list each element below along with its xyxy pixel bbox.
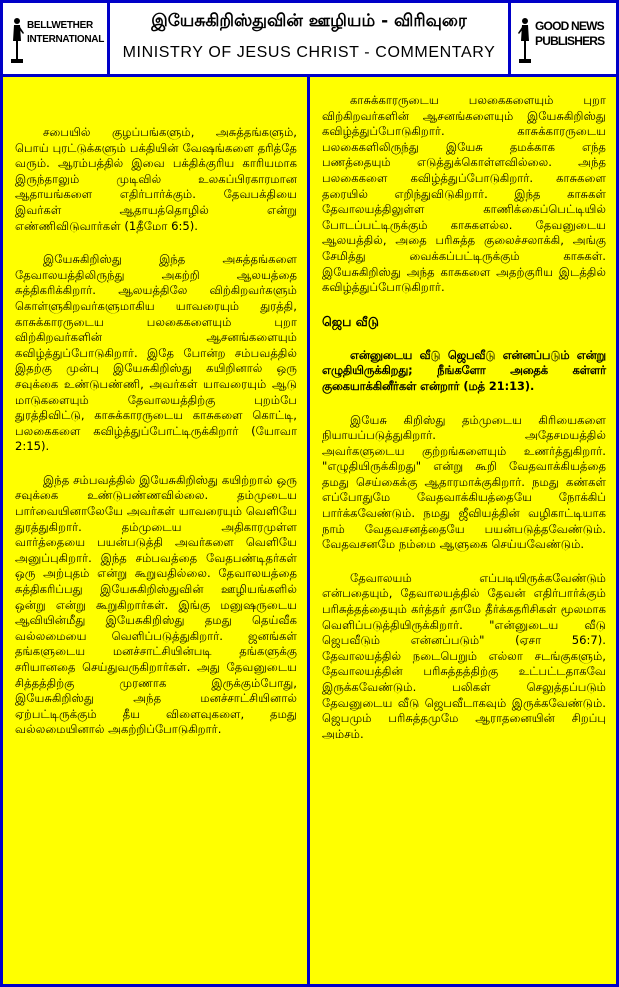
good-news-logo: [517, 11, 611, 67]
left-paragraph-3: இந்த சம்பவத்தில் இயேசுகிறிஸ்து கயிற்றால் ஒரு சவுக்கை உண்டுபண்ணவில்லை. தம்முடைய பார்வையினாலேயே அவர்கள் யாவரையும் வெளியே துரத்துகிறார். தம்முடைய அதிகாரமுள்ள வார்த்தையை பயன்படுத்தி அவர்களை வெளியே அனுப்புகிறார். இந்த சம்பவத்தை வேதபண்டிதர்கள் ஒரு அற்புதம் என்று கூறுவதில்லை. தேவாலயத்தை சுத்திகரிப்பது இயேசுகிறிஸ்துவின் ஊழியங்களில் ஒன்று என்று கூறுகிறார்கள். இங்கு மனுஷருடைய ஆவியின்மீது இயேசுகிறிஸ்து தமது தெய்வீக வல்லமையை வெளிப்படுத்துகிறார். ஜனங்கள் தங்களுடைய மனச்சாட்சியின்படி தங்களுக்கு சரியானதை செய்துவருகிறார்கள். அது தேவனுடைய சித்தத்திற்கு முரணாக இருக்கும்போது, இயேசுகிறிஸ்து அந்த மனச்சாட்சியினால் ஏற்பட்டிருக்கும் தீய விளைவுகளை, தமது வல்லமையினால் அகற்றிப்போடுகிறார்.: [15, 472, 297, 737]
bellwether-logo-box: [3, 3, 107, 74]
right-column: [310, 77, 616, 984]
bellwether-logo: [9, 11, 103, 67]
good-news-logo-box: [511, 3, 616, 74]
section-heading: ஜெப வீடு: [322, 313, 379, 329]
right-logo-line1: GOOD NEWS: [535, 19, 604, 33]
left-paragraph-1: சபையில் குழப்பங்களும், அசுத்தங்களும், பொய் புரட்டுக்களும் பக்தியின் வேஷங்களை தரித்தே வரும். ஆரம்பத்தில் இவை பக்திக்குரிய காரியமாக இருந்தாலும் முடிவில் உலகப்பிரகாரமான ஆதாயங்களை எதிர்பார்க்கும். தேவபக்தியை இவர்கள் ஆதாயத்தொழில் என்று எண்ணிவிடுவார்கள் (1தீமோ 6:5).: [15, 125, 297, 233]
scripture-quote: என்னுடைய வீடு ஜெபவீடு என்னப்படும் என்று எழுதியிருக்கிறது; நீங்களோ அதைக் கள்ளர் குகையாக்கினீர்கள் என்றார் (மத் 21:13).: [322, 348, 606, 393]
right-paragraph-intro: காசுக்காரருடைய பலகைகளையும் புறா விற்கிறவர்களின் ஆசனங்களையும் இயேசுகிறிஸ்து கவிழ்த்துப்போடுகிறார். காசுக்காரருடைய பலகைகளிலிருந்து இயேசு தமக்காக எந்த பணத்தையும் எடுத்துக்கொள்ளவில்லை. அந்த பலகைகளை கவிழ்த்துப்போடுகிறார். காசுகளை தரையில் எறிந்துவிடுகிறார். இந்த காசுகள் தேவாலயத்திலுள்ள காணிக்கைப்பெட்டியில் போடப்பட்டிருக்கும் காசுகளல்ல. தேவனுடைய ஆலயத்தில், அதை பரிசுத்த குலைச்சலாக்கி, அங்கு சேமித்து வைக்கப்பட்டிருக்கும் காசுகள். இயேசுகிறிஸ்து அந்த காசுகளை அதற்குரிய இடத்தில் கவிழ்த்துப்போடுகிறார்.: [322, 93, 606, 295]
good-news-figure-icon: [517, 15, 533, 65]
left-logo-line1: BELLWETHER: [27, 20, 93, 31]
title-tamil: இயேசுகிறிஸ்துவின் ஊழியம் - விரிவுரை: [151, 11, 467, 31]
right-paragraph-1: இயேசு கிறிஸ்து தம்முடைய கிரியைகளை நியாயப்படுத்துகிறார். அதேசமயத்தில் அவர்களுடைய குற்றங்களையும் உணர்த்துகிறார். "எழுதியிருக்கிறது" என்று கூறி வேதவாக்கியத்தை தமது செய்கைக்கு ஆதாரமாக்குகிறார். நமது கண்கள் எப்போதுமே வேதவாக்கியத்தையே நோக்கிப் பார்க்கவேண்டும். நமது ஜீவியத்தின் வழிகாட்டியாக நாம் வேதவசனத்தையே பயன்படுத்தவேண்டும். வேதவசனமே நம்மை ஆளுகை செய்யவேண்டும்.: [322, 412, 606, 552]
right-paragraph-2: தேவாலயம் எப்படியிருக்கவேண்டும் என்பதையும், தேவாலயத்தில் தேவன் எதிர்பார்க்கும் பரிசுத்தத்தையும் கர்த்தர் தாமே தீர்க்கதரிசிகள் மூலமாக வெளிப்படுத்தியிருக்கிறார். "என்னுடைய வீடு ஜெபவீடும் என்னப்படும்" (ஏசா 56:7). தேவாலயத்தில் நடைபெறும் எல்லா சடங்குகளும், தேவாலயத்தின் பரிசுத்தத்திற்கு உட்பட்டதாகவே இருக்கவேண்டும். பலிகள் செலுத்தப்படும் தேவனுடைய வீடு ஜெபவீடாகவும் இருக்கவேண்டும். ஜெபமும் பரிசுத்தமுமே ஆராதனையின் சிறப்பு அம்சம்.: [322, 570, 606, 741]
left-column: [3, 77, 307, 984]
bellwether-figure-icon: [9, 15, 25, 65]
right-logo-line2: PUBLISHERS: [535, 34, 605, 48]
title-english: MINISTRY OF JESUS CHRIST - COMMENTARY: [122, 44, 496, 61]
left-paragraph-2: இயேசுகிறிஸ்து இந்த அசுத்தங்களை தேவாலயத்திலிருந்து அகற்றி ஆலயத்தை சுத்திகரிக்கிறார். ஆலயத்திலே விற்கிறவர்களும் கொள்ளுகிறவர்களுமாகிய யாவரையும் துரத்தி, காசுக்காரருடைய பலகைகளையும் புறா விற்கிறவர்களின் ஆசனங்களையும் கவிழ்த்துப்போடுகிறார். இதே போன்ற சம்பவத்தில் இதற்கு முன்பு இயேசுகிறிஸ்து கயிறினால் ஒரு சவுக்கை உண்டுபண்ணி, அவர்கள் யாவரையும் ஆடு மாடுகளையும் தேவாலயத்திற்கு புறம்பே துரத்திவிட்டு, காசுக்காரருடைய காசுகளை கொட்டி, பலகைகளை கவிழ்த்துப்போட்டிருக்கிறார் (யோவா 2:15).: [15, 252, 297, 454]
left-logo-line2: INTERNATIONAL: [27, 34, 105, 45]
title-box: [110, 3, 508, 74]
